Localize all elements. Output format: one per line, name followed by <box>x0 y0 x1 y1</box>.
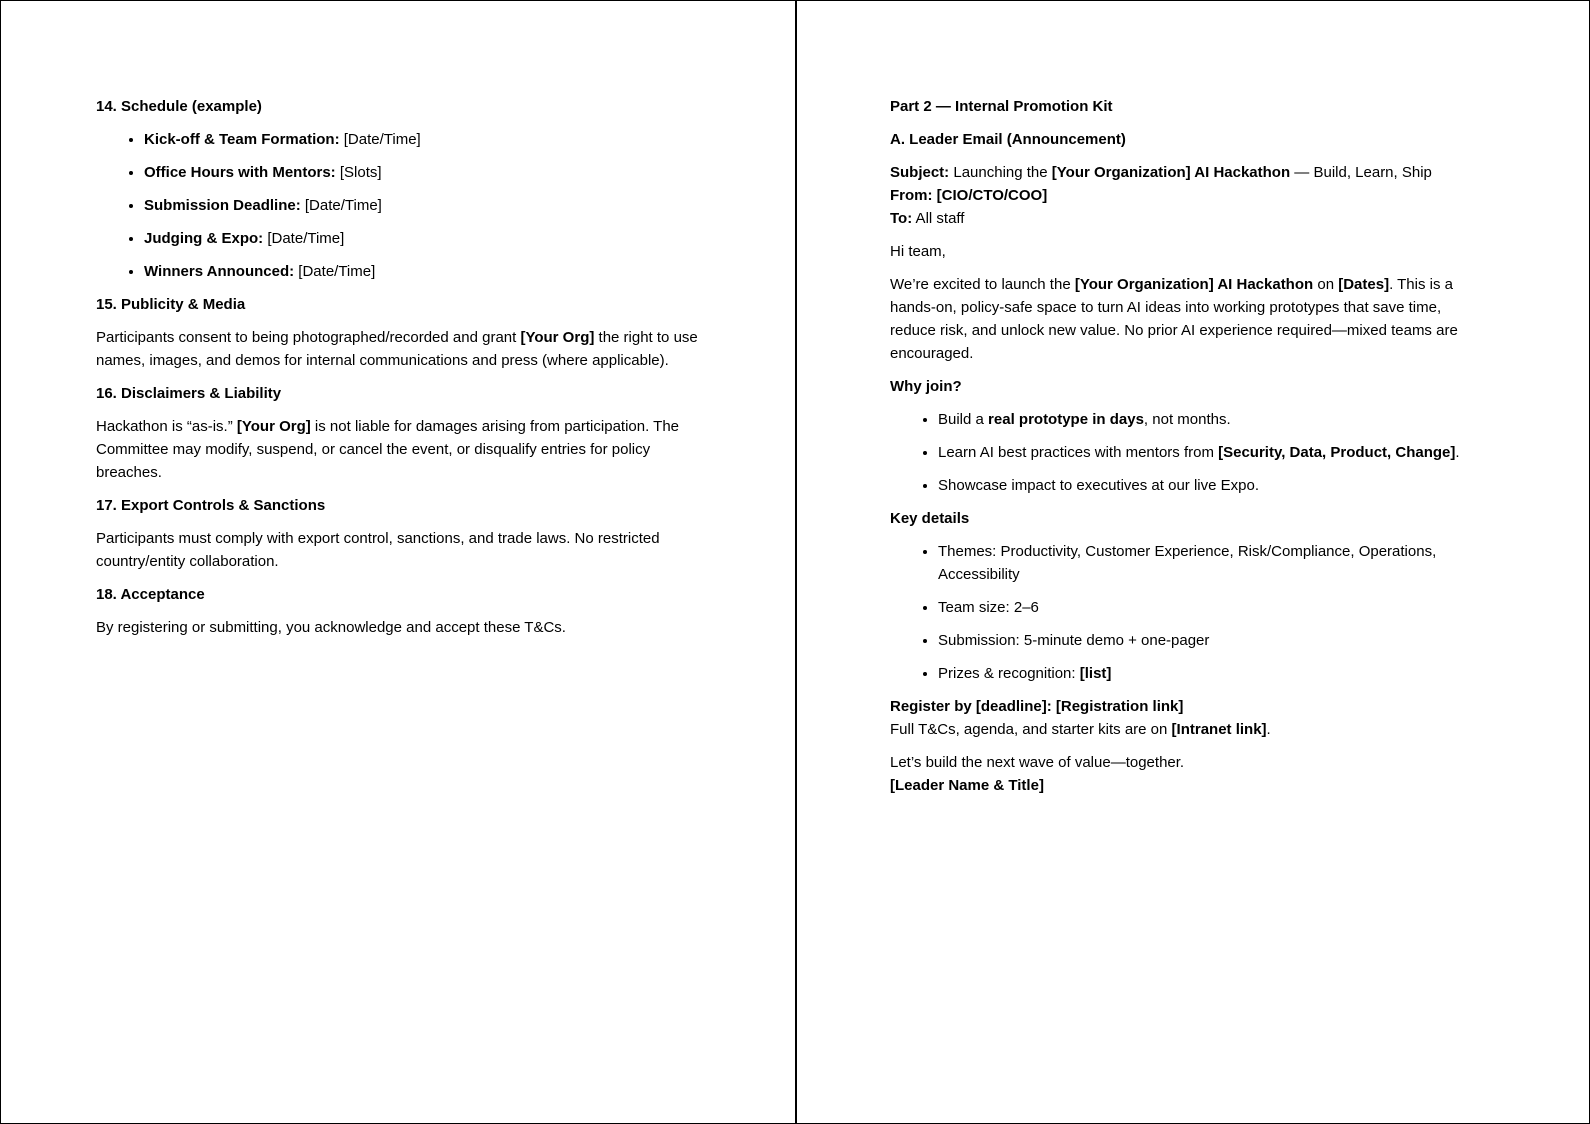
key-details-list <box>890 540 1490 685</box>
register-block <box>890 695 1490 741</box>
email-to: To: All staff <box>890 210 965 227</box>
why-join-list <box>890 408 1490 497</box>
email-section-title: A. Leader Email (Announcement) <box>890 131 1126 148</box>
right-page-content <box>890 95 1490 807</box>
section-16-heading: 16. Disclaimers & Liability <box>96 385 282 402</box>
acceptance-paragraph: By registering or submitting, you acknowledge and accept these T&Cs. <box>96 619 566 636</box>
list-item: • Judging & Expo: [Date/Time] <box>144 227 701 250</box>
list-item: • Winners Announced: [Date/Time] <box>144 260 701 283</box>
list-item: • Learn AI best practices with mentors from [Security, Data, Product, Change]. <box>938 441 1490 464</box>
email-intro: We’re excited to launch the [Your Organization] AI Hackathon on [Dates]. This is a hands-on, policy-safe space to turn AI ideas into working prototypes that save time, reduce risk, and unlock new value. No prior AI experience required—mixed teams are encouraged. <box>890 276 1458 362</box>
list-item: • Showcase impact to executives at our live Expo. <box>938 474 1490 497</box>
list-item: • Submission Deadline: [Date/Time] <box>144 194 701 217</box>
section-15-heading: 15. Publicity & Media <box>96 296 246 313</box>
list-item: • Team size: 2–6 <box>938 596 1490 619</box>
section-17-heading: 17. Export Controls & Sanctions <box>96 497 326 514</box>
list-item: • Prizes & recognition: [list] <box>938 662 1490 685</box>
why-join-heading: Why join? <box>890 378 962 395</box>
email-from: From: [CIO/CTO/COO] <box>890 187 1048 204</box>
section-18-heading: 18. Acceptance <box>96 586 205 603</box>
email-headers <box>890 161 1490 230</box>
signature: [Leader Name & Title] <box>890 777 1044 794</box>
email-subject: Subject: Launching the [Your Organization] AI Hackathon — Build, Learn, Ship <box>890 164 1432 181</box>
part-title: Part 2 — Internal Promotion Kit <box>890 98 1113 115</box>
email-greeting: Hi team, <box>890 243 946 260</box>
list-item: • Themes: Productivity, Customer Experience, Risk/Compliance, Operations, Accessibility <box>938 540 1490 586</box>
register-line: Register by [deadline]: [Registration link] <box>890 698 1184 715</box>
intranet-line: Full T&Cs, agenda, and starter kits are on [Intranet link]. <box>890 721 1271 738</box>
list-item: • Kick-off & Team Formation: [Date/Time] <box>144 128 701 151</box>
left-page-content <box>96 95 701 649</box>
list-item: • Submission: 5-minute demo + one-pager <box>938 629 1490 652</box>
export-controls-paragraph: Participants must comply with export control, sanctions, and trade laws. No restricted country/entity collaboration. <box>96 530 660 570</box>
disclaimer-paragraph: Hackathon is “as-is.” [Your Org] is not liable for damages arising from participation. The Committee may modify, suspend, or cancel the event, or disqualify entries for policy breaches. <box>96 418 680 481</box>
right-page <box>796 0 1590 1124</box>
section-14-heading: 14. Schedule (example) <box>96 98 262 115</box>
schedule-list <box>96 128 701 283</box>
key-details-heading: Key details <box>890 510 970 527</box>
closing-block <box>890 751 1490 797</box>
closing-line: Let’s build the next wave of value—together. <box>890 754 1185 771</box>
publicity-paragraph: Participants consent to being photographed/recorded and grant [Your Org] the right to use names, images, and demos for internal communications and press (where applicable). <box>96 329 698 369</box>
list-item: • Office Hours with Mentors: [Slots] <box>144 161 701 184</box>
list-item: • Build a real prototype in days, not months. <box>938 408 1490 431</box>
